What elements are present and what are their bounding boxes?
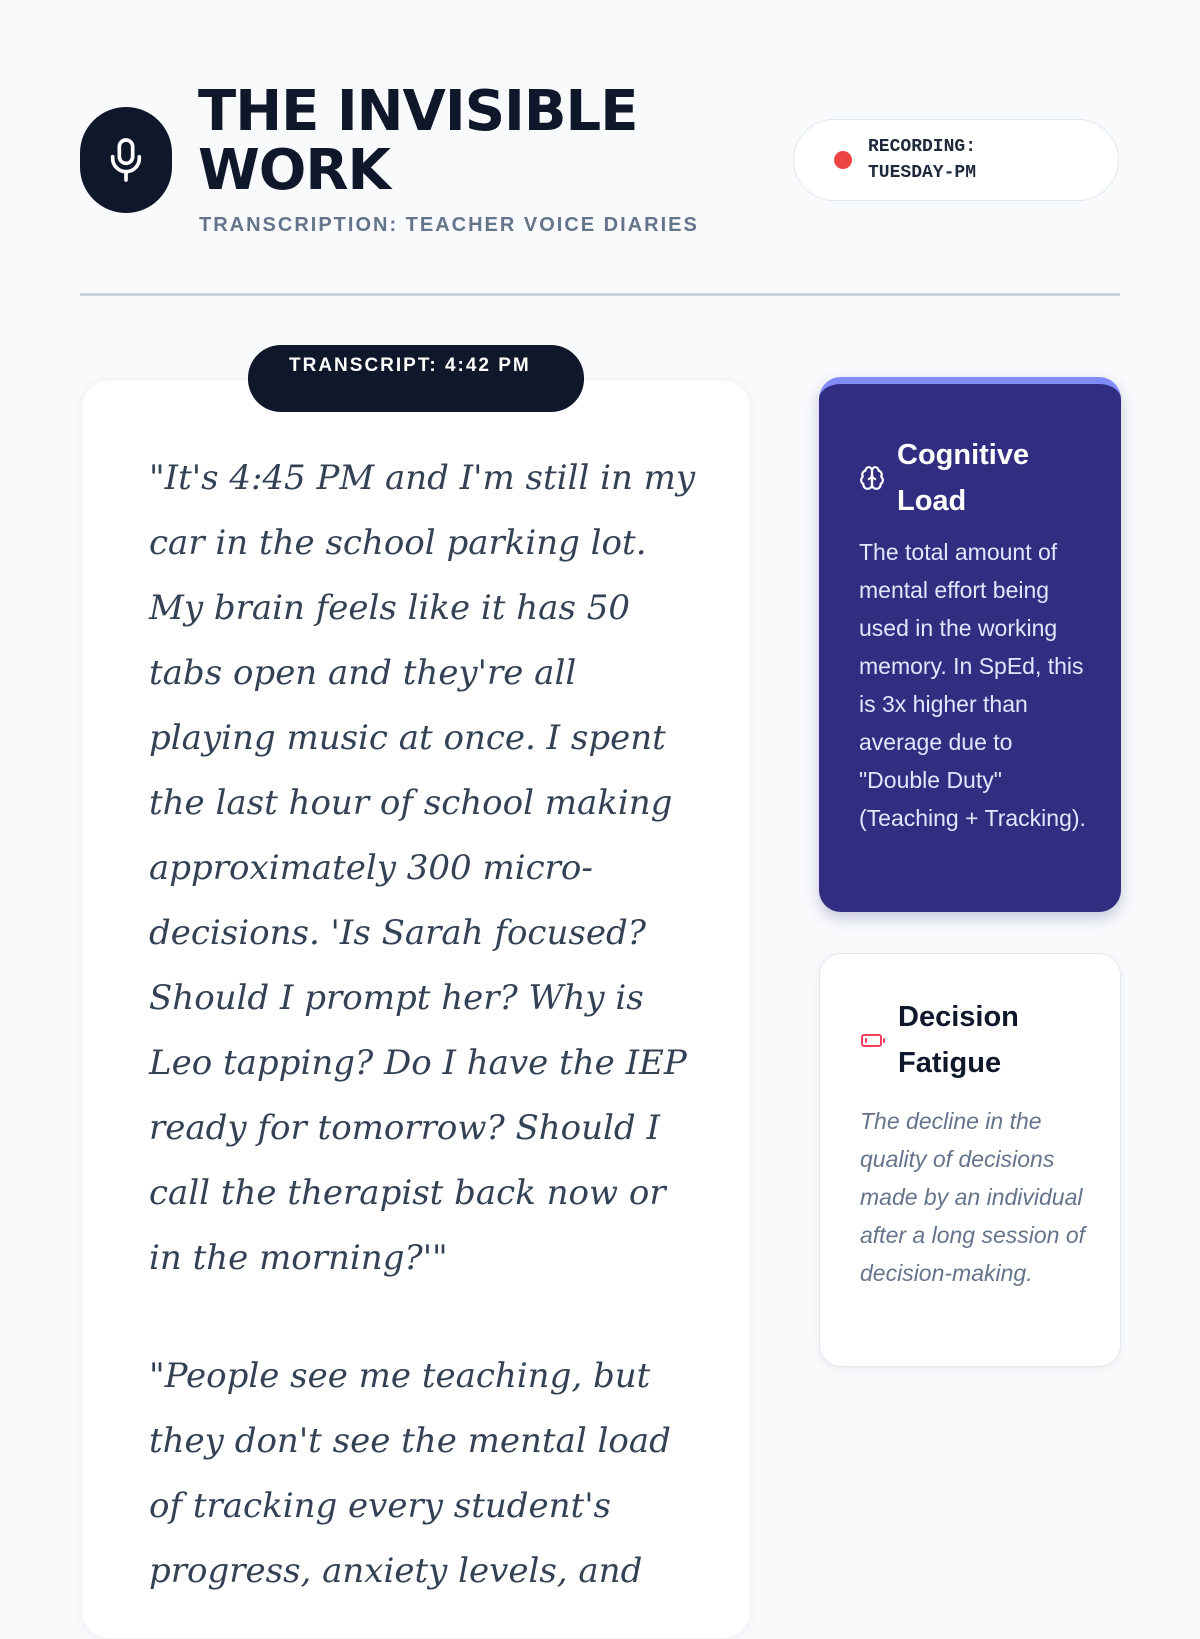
transcript-quote-1: "It's 4:45 PM and I'm still in my car in the school parking lot. My brain feels like it has 50 tabs open and they're all playing music at once. I spent the last hour of school making approximately 300 micro-decisions. 'Is Sarah focused? Should I prompt her? Why is Leo tapping? Do I have the IEP ready for tomorrow? Should I call the therapist back now or in the morning?'" — [149, 458, 696, 1278]
recording-label — [868, 134, 976, 186]
transcript-quote-2: "People see me teaching, but they don't see the mental load of tracking every student's progress, anxiety levels, and — [149, 1356, 671, 1591]
cognitive-load-header — [859, 432, 1029, 524]
decision-fatigue-header — [860, 994, 1019, 1086]
recording-badge — [793, 119, 1119, 201]
brain-icon — [859, 465, 885, 491]
decision-fatigue-description: The decline in the quality of decisions made by an individual after a long session of decision-making. — [860, 1108, 1086, 1286]
page-title — [198, 79, 638, 203]
battery-low-icon — [860, 1030, 886, 1050]
cognitive-load-card — [819, 377, 1121, 912]
microphone-icon — [106, 136, 146, 184]
page-subtitle: TRANSCRIPTION: TEACHER VOICE DIARIES — [199, 214, 699, 236]
recording-label-line-2: TUESDAY-PM — [868, 163, 977, 183]
page-title-line-1: THE INVISIBLE — [198, 79, 638, 144]
page-title-line-2: WORK — [198, 138, 390, 203]
decision-fatigue-card — [819, 953, 1121, 1367]
decision-fatigue-title-line-2: Fatigue — [898, 1047, 1002, 1079]
transcript-time-badge: TRANSCRIPT: 4:42 PM — [248, 345, 584, 412]
header-divider — [80, 293, 1120, 296]
cognitive-load-title — [897, 432, 1029, 524]
decision-fatigue-title-line-1: Decision — [898, 1001, 1019, 1033]
decision-fatigue-title — [898, 994, 1019, 1086]
cognitive-load-title-line-2: Load — [897, 485, 967, 517]
recording-label-line-1: RECORDING: — [868, 137, 977, 157]
recording-dot-icon — [834, 151, 852, 169]
cognitive-load-title-line-1: Cognitive — [897, 439, 1030, 471]
cognitive-load-description: The total amount of mental effort being used in the working memory. In SpEd, this is 3x higher than average due to "Double Duty" (Teaching + Tracking). — [859, 539, 1086, 831]
header-logo — [80, 107, 172, 213]
